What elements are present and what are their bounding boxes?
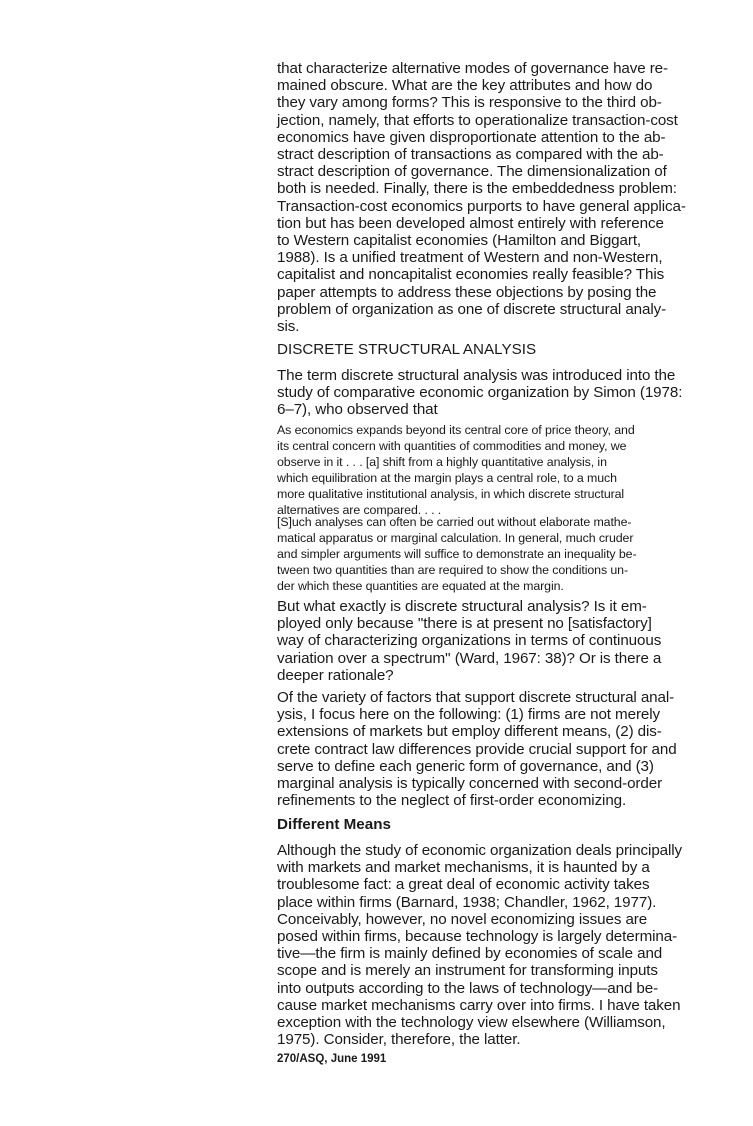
- text-line: ployed only because ''there is at present no [satisfactory]: [277, 615, 652, 633]
- text-line: cause market mechanisms carry over into firms. I have taken: [277, 996, 681, 1014]
- text-line: stract description of transactions as compared with the ab-: [277, 146, 664, 164]
- text-line: they vary among forms? This is responsive to the third ob-: [277, 94, 662, 112]
- paragraph-question: [277, 598, 661, 684]
- text-line: 1988). Is a unified treatment of Western and non-Western,: [277, 249, 663, 267]
- text-line: mained obscure. What are the key attributes and how do: [277, 77, 653, 95]
- text-line: But what exactly is discrete structural analysis? Is it em-: [277, 598, 647, 615]
- quote-line: matical apparatus or marginal calculation. In general, much cruder: [277, 530, 634, 545]
- quote-line: der which these quantities are equated at the margin.: [277, 578, 564, 593]
- text-line: marginal analysis is typically concerned with second-order: [277, 775, 663, 793]
- text-line: stract description of governance. The dimensionalization of: [277, 163, 667, 181]
- quote-line: and simpler arguments will suffice to demonstrate an inequality be-: [277, 546, 637, 561]
- paragraph-factors: [277, 689, 677, 809]
- text-line: both is needed. Finally, there is the embeddedness problem:: [277, 180, 677, 198]
- text-line: study of comparative economic organization by Simon (1978:: [277, 384, 683, 402]
- paragraph-simon: [277, 367, 682, 419]
- text-line: scope and is merely an instrument for transforming inputs: [277, 962, 658, 980]
- quote-line: its central concern with quantities of commodities and money, we: [277, 438, 627, 453]
- text-line: tive—the firm is mainly defined by economies of scale and: [277, 945, 663, 963]
- text-line: 1975). Consider, therefore, the latter.: [277, 1031, 521, 1049]
- text-line: way of characterizing organizations in terms of continuous: [277, 632, 662, 650]
- text-line: that characterize alternative modes of governance have re-: [277, 60, 668, 77]
- subsection-heading: Different Means: [277, 816, 391, 833]
- quote-line: tween two quantities than are required to show the conditions un-: [277, 562, 628, 577]
- text-line: paper attempts to address these objections by posing the: [277, 283, 657, 301]
- text-line: posed within firms, because technology is largely determina-: [277, 928, 678, 946]
- text-line: Conceivably, however, no novel economizing issues are: [277, 910, 648, 928]
- paragraph-markets: [277, 842, 682, 1048]
- text-line: place within firms (Barnard, 1938; Chandler, 1962, 1977).: [277, 893, 657, 911]
- quote-line: [S]uch analyses can often be carried out without elaborate mathe-: [277, 515, 632, 529]
- block-quote-2: [277, 515, 636, 595]
- text-line: sis.: [277, 318, 300, 336]
- text-line: problem of organization as one of discrete structural analy-: [277, 300, 667, 318]
- text-line: serve to define each generic form of governance, and (3): [277, 757, 654, 775]
- text-line: variation over a spectrum'' (Ward, 1967: 38)? Or is there a: [277, 649, 662, 667]
- text-line: economics have given disproportionate attention to the ab-: [277, 128, 666, 146]
- section-heading: DISCRETE STRUCTURAL ANALYSIS: [277, 341, 537, 358]
- text-line: Transaction-cost economics purports to have general applica-: [277, 197, 686, 215]
- block-quote-1: [277, 423, 635, 518]
- text-line: deeper rationale?: [277, 666, 394, 684]
- text-line: The term discrete structural analysis was introduced into the: [277, 367, 676, 384]
- text-line: jection, namely, that efforts to operationalize transaction-cost: [277, 111, 678, 129]
- quote-line: As economics expands beyond its central core of price theory, and: [277, 423, 635, 437]
- text-line: into outputs according to the laws of technology—and be-: [277, 979, 659, 997]
- text-line: extensions of markets but employ different means, (2) dis-: [277, 723, 662, 741]
- text-line: capitalist and noncapitalist economies really feasible? This: [277, 266, 665, 284]
- text-line: exception with the technology view elsewhere (Williamson,: [277, 1014, 666, 1032]
- quote-line: more qualitative institutional analysis, in which discrete structural: [277, 486, 625, 501]
- quote-line: which equilibration at the margin plays a central role, to a much: [277, 470, 617, 485]
- text-line: to Western capitalist economies (Hamilton and Biggart,: [277, 232, 642, 250]
- text-line: Although the study of economic organization deals principally: [277, 842, 683, 859]
- text-line: crete contract law differences provide crucial support for and: [277, 740, 677, 758]
- text-line: tion but has been developed almost entirely with reference: [277, 214, 664, 232]
- quote-line: observe in it . . . [a] shift from a highly quantitative analysis, in: [277, 454, 607, 469]
- text-line: with markets and market mechanisms, it is haunted by a: [277, 859, 650, 877]
- page-footer: 270/ASQ, June 1991: [277, 1053, 387, 1065]
- text-line: troublesome fact: a great deal of economic activity takes: [277, 876, 650, 894]
- text-line: 6–7), who observed that: [277, 401, 438, 419]
- text-line: refinements to the neglect of first-order economizing.: [277, 792, 627, 810]
- quote-line: alternatives are compared. . . .: [277, 502, 442, 517]
- paragraph-intro: [277, 60, 686, 335]
- text-line: ysis, I focus here on the following: (1) firms are not merely: [277, 706, 661, 724]
- text-line: Of the variety of factors that support discrete structural anal-: [277, 689, 675, 706]
